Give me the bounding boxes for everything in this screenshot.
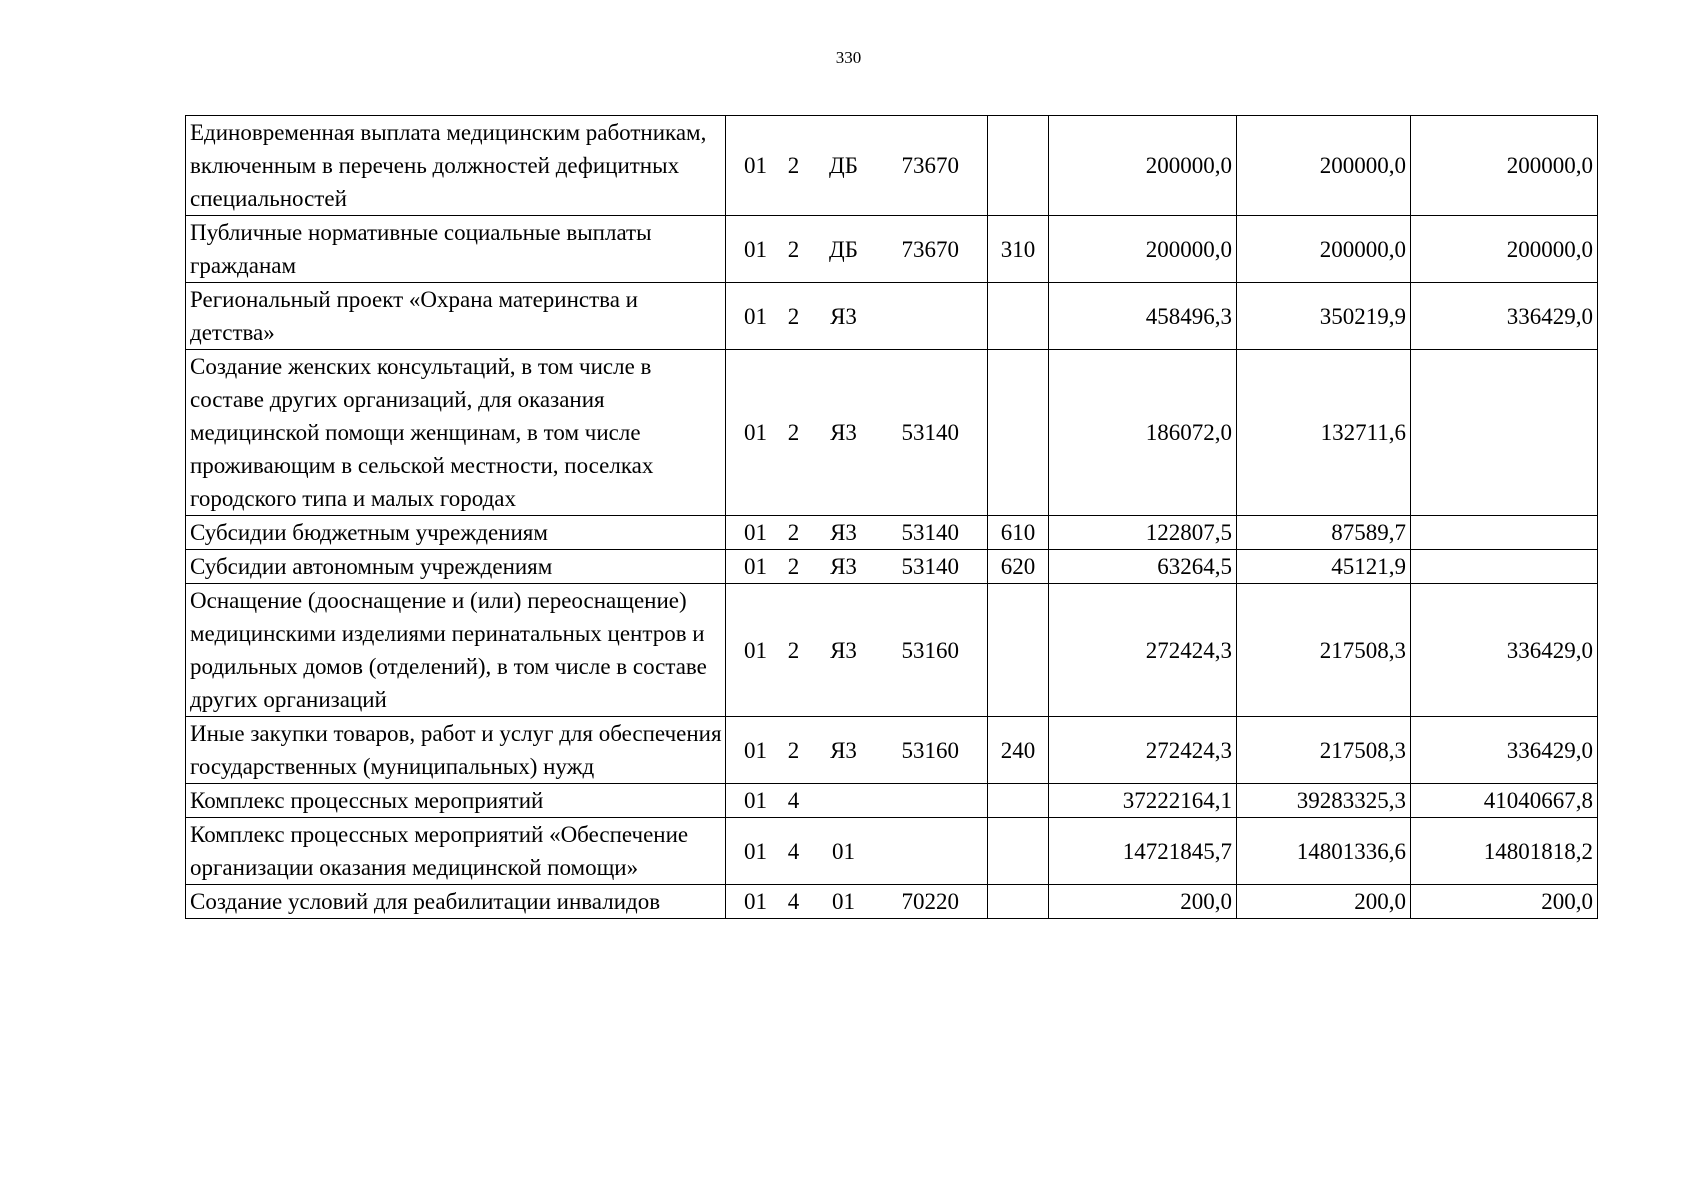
code-direction: 53160	[874, 584, 988, 717]
row-name: Создание условий для реабилитации инвалидов	[186, 885, 726, 919]
amount-year-3: 336429,0	[1411, 283, 1598, 350]
code-program: 01	[726, 516, 774, 550]
table-row	[186, 717, 1598, 784]
code-subprogram: 2	[774, 550, 814, 584]
table-row	[186, 350, 1598, 516]
amount-year-2: 39283325,3	[1237, 784, 1411, 818]
amount-year-2: 217508,3	[1237, 584, 1411, 717]
amount-year-2: 132711,6	[1237, 350, 1411, 516]
amount-year-3	[1411, 516, 1598, 550]
code-subprogram: 2	[774, 350, 814, 516]
table-row	[186, 784, 1598, 818]
row-name: Публичные нормативные социальные выплаты гражданам	[186, 216, 726, 283]
expense-type	[988, 350, 1049, 516]
amount-year-2: 200,0	[1237, 885, 1411, 919]
code-project: Я3	[814, 516, 874, 550]
table-row	[186, 818, 1598, 885]
code-subprogram: 4	[774, 818, 814, 885]
table-row	[186, 283, 1598, 350]
code-program: 01	[726, 885, 774, 919]
code-direction: 73670	[874, 216, 988, 283]
expense-type: 310	[988, 216, 1049, 283]
amount-year-2: 14801336,6	[1237, 818, 1411, 885]
code-program: 01	[726, 283, 774, 350]
code-subprogram: 4	[774, 784, 814, 818]
amount-year-2: 217508,3	[1237, 717, 1411, 784]
page-number: 330	[835, 48, 862, 67]
row-name: Создание женских консультаций, в том числе в составе других организаций, для оказания медицинской помощи женщинам, в том числе проживающим в сельской местности, поселках городского типа и малых городах	[186, 350, 726, 516]
code-project: Я3	[814, 283, 874, 350]
code-subprogram: 2	[774, 216, 814, 283]
code-direction: 53140	[874, 516, 988, 550]
code-direction: 73670	[874, 116, 988, 216]
code-project	[814, 784, 874, 818]
code-project: Я3	[814, 717, 874, 784]
row-name: Субсидии бюджетным учреждениям	[186, 516, 726, 550]
amount-year-1: 122807,5	[1049, 516, 1237, 550]
code-program: 01	[726, 116, 774, 216]
amount-year-2: 200000,0	[1237, 116, 1411, 216]
amount-year-3: 200,0	[1411, 885, 1598, 919]
expense-type	[988, 784, 1049, 818]
row-name: Субсидии автономным учреждениям	[186, 550, 726, 584]
row-name: Оснащение (дооснащение и (или) переоснащение) медицинскими изделиями перинатальных центров и родильных домов (отделений), в том числе в составе других организаций	[186, 584, 726, 717]
code-project: 01	[814, 885, 874, 919]
code-direction: 70220	[874, 885, 988, 919]
code-project: ДБ	[814, 216, 874, 283]
row-name: Комплекс процессных мероприятий	[186, 784, 726, 818]
amount-year-3: 336429,0	[1411, 584, 1598, 717]
code-program: 01	[726, 818, 774, 885]
amount-year-1: 458496,3	[1049, 283, 1237, 350]
code-project: Я3	[814, 550, 874, 584]
code-program: 01	[726, 350, 774, 516]
table-row	[186, 885, 1598, 919]
amount-year-3	[1411, 350, 1598, 516]
amount-year-3: 336429,0	[1411, 717, 1598, 784]
code-direction: 53160	[874, 717, 988, 784]
row-name: Комплекс процессных мероприятий «Обеспечение организации оказания медицинской помощи»	[186, 818, 726, 885]
code-program: 01	[726, 550, 774, 584]
amount-year-3: 200000,0	[1411, 116, 1598, 216]
amount-year-1: 200000,0	[1049, 216, 1237, 283]
expense-type	[988, 885, 1049, 919]
amount-year-2: 45121,9	[1237, 550, 1411, 584]
code-project: Я3	[814, 584, 874, 717]
row-name: Региональный проект «Охрана материнства и детства»	[186, 283, 726, 350]
expense-type: 610	[988, 516, 1049, 550]
code-direction	[874, 784, 988, 818]
expense-type	[988, 283, 1049, 350]
budget-table	[185, 115, 1598, 919]
amount-year-1: 37222164,1	[1049, 784, 1237, 818]
code-project: ДБ	[814, 116, 874, 216]
amount-year-1: 200000,0	[1049, 116, 1237, 216]
code-subprogram: 4	[774, 885, 814, 919]
code-subprogram: 2	[774, 116, 814, 216]
code-program: 01	[726, 717, 774, 784]
expense-type: 620	[988, 550, 1049, 584]
code-subprogram: 2	[774, 516, 814, 550]
amount-year-1: 272424,3	[1049, 717, 1237, 784]
amount-year-2: 350219,9	[1237, 283, 1411, 350]
expense-type: 240	[988, 717, 1049, 784]
code-direction	[874, 283, 988, 350]
code-program: 01	[726, 784, 774, 818]
row-name: Единовременная выплата медицинским работникам, включенным в перечень должностей дефицитных специальностей	[186, 116, 726, 216]
amount-year-1: 14721845,7	[1049, 818, 1237, 885]
code-subprogram: 2	[774, 717, 814, 784]
table-row	[186, 516, 1598, 550]
amount-year-1: 63264,5	[1049, 550, 1237, 584]
expense-type	[988, 584, 1049, 717]
amount-year-1: 186072,0	[1049, 350, 1237, 516]
amount-year-3	[1411, 550, 1598, 584]
code-program: 01	[726, 216, 774, 283]
expense-type	[988, 818, 1049, 885]
amount-year-2: 87589,7	[1237, 516, 1411, 550]
code-program: 01	[726, 584, 774, 717]
table-body	[186, 116, 1598, 919]
amount-year-3: 41040667,8	[1411, 784, 1598, 818]
table-row	[186, 216, 1598, 283]
amount-year-1: 200,0	[1049, 885, 1237, 919]
code-subprogram: 2	[774, 584, 814, 717]
amount-year-3: 200000,0	[1411, 216, 1598, 283]
code-direction: 53140	[874, 350, 988, 516]
code-project: Я3	[814, 350, 874, 516]
code-direction: 53140	[874, 550, 988, 584]
code-direction	[874, 818, 988, 885]
table-row	[186, 550, 1598, 584]
table-row	[186, 584, 1598, 717]
code-subprogram: 2	[774, 283, 814, 350]
code-project: 01	[814, 818, 874, 885]
amount-year-2: 200000,0	[1237, 216, 1411, 283]
amount-year-3: 14801818,2	[1411, 818, 1598, 885]
expense-type	[988, 116, 1049, 216]
amount-year-1: 272424,3	[1049, 584, 1237, 717]
table-row	[186, 116, 1598, 216]
row-name: Иные закупки товаров, работ и услуг для обеспечения государственных (муниципальных) нужд	[186, 717, 726, 784]
